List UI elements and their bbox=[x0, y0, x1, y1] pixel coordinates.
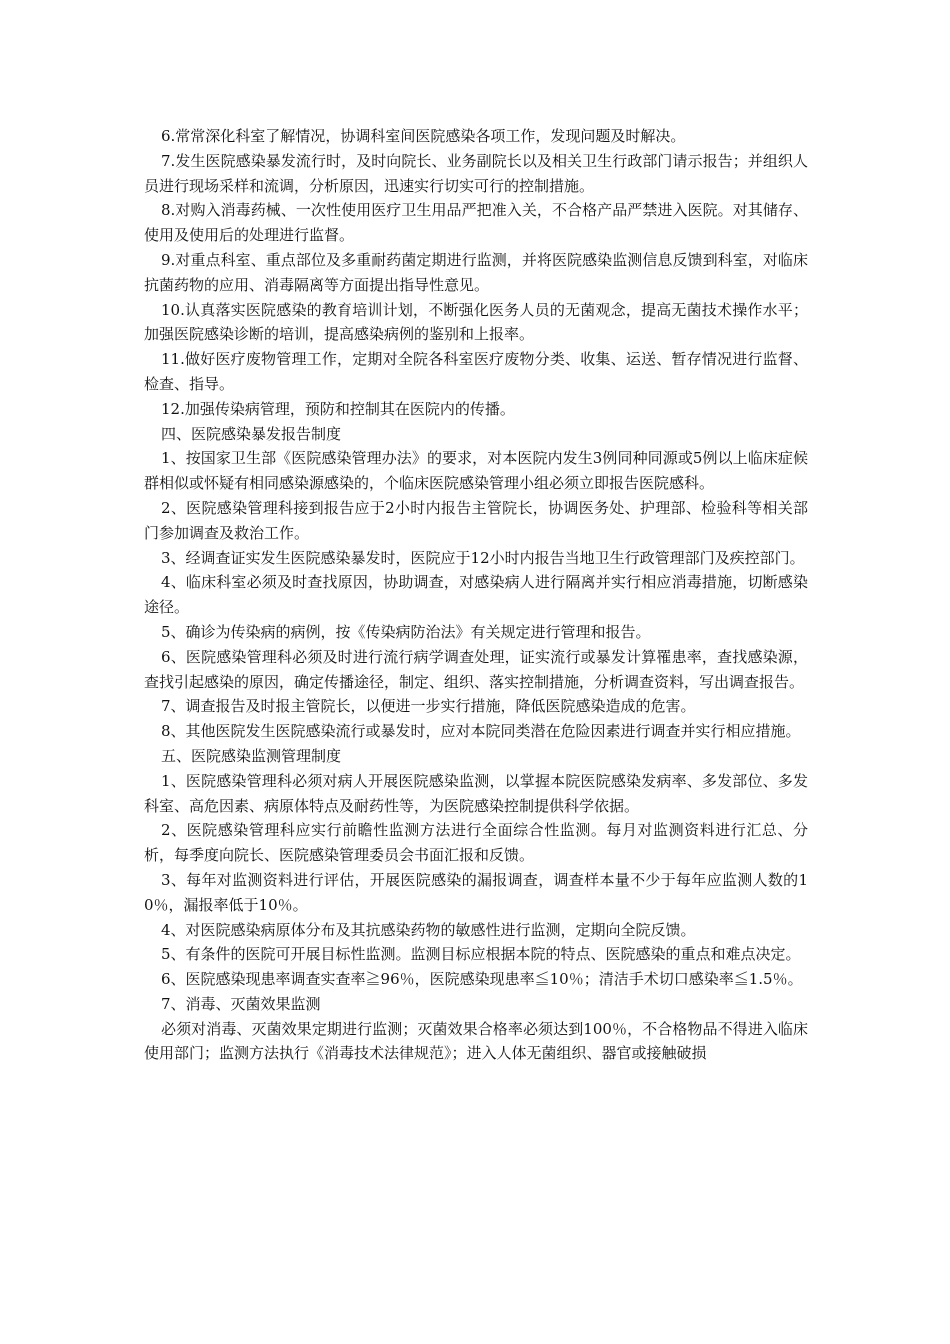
paragraph: 6.常常深化科室了解情况，协调科室间医院感染各项工作，发现问题及时解决。 bbox=[161, 127, 686, 145]
paragraph: 必须对消毒、灭菌效果定期进行监测；灭菌效果合格率必须达到100％，不合格物品不得进入临床使用部门；监测方法执行《消毒技术法律规范》；进入人体无菌组织、器官或接触破损 bbox=[144, 1019, 808, 1063]
paragraph: 3、每年对监测资料进行评估，开展医院感染的漏报调查，调查样本量不少于每年应监测人数的10％，漏报率低于10％。 bbox=[144, 870, 808, 914]
section-heading: 五、医院感染监测管理制度 bbox=[161, 746, 342, 765]
paragraph: 1、按国家卫生部《医院感染管理办法》的要求，对本医院内发生3例同种同源或5例以上临床症候群相似或怀疑有相同感染源感染的，个临床医院感染管理小组必须立即报告医院感科。 bbox=[144, 449, 808, 493]
paragraph: 5、确诊为传染病的病例，按《传染病防治法》有关规定进行管理和报告。 bbox=[161, 622, 651, 641]
paragraph: 11.做好医疗废物管理工作，定期对全院各科室医疗废物分类、收集、运送、暂存情况进行监督、检查、指导。 bbox=[144, 350, 808, 393]
paragraph: 4、对医院感染病原体分布及其抗感染药物的敏感性进行监测，定期向全院反馈。 bbox=[161, 920, 696, 939]
paragraph: 7、调查报告及时报主管院长，以便进一步实行措施，降低医院感染造成的危害。 bbox=[161, 697, 696, 716]
paragraph: 2、医院感染管理科接到报告应于2小时内报告主管院长，协调医务处、护理部、检验科等相关部门参加调查及救治工作。 bbox=[144, 498, 808, 542]
paragraph: 2、医院感染管理科应实行前瞻性监测方法进行全面综合性监测。每月对监测资料进行汇总、分析，每季度向院长、医院感染管理委员会书面汇报和反馈。 bbox=[144, 821, 808, 865]
subsection-heading: 7、消毒、灭菌效果监测 bbox=[161, 994, 321, 1013]
paragraph: 6、医院感染管理科必须及时进行流行病学调查处理，证实流行或暴发计算罹患率，查找感染源，查找引起感染的原因，确定传播途径，制定、组织、落实控制措施，分析调查资料，写出调查报告。 bbox=[144, 647, 808, 691]
paragraph: 7.发生医院感染暴发流行时，及时向院长、业务副院长以及相关卫生行政部门请示报告；并组织人员进行现场采样和流调，分析原因，迅速实行切实可行的控制措施。 bbox=[144, 151, 808, 195]
paragraph: 4、临床科室必须及时查找原因，协助调查，对感染病人进行隔离并实行相应消毒措施，切断感染途径。 bbox=[144, 573, 808, 617]
paragraph: 12.加强传染病管理，预防和控制其在医院内的传播。 bbox=[161, 399, 515, 418]
paragraph: 9.对重点科室、重点部位及多重耐药菌定期进行监测，并将医院感染监测信息反馈到科室，对临床抗菌药物的应用、消毒隔离等方面提出指导性意见。 bbox=[144, 250, 808, 294]
paragraph: 1、医院感染管理科必须对病人开展医院感染监测，以掌握本院医院感染发病率、多发部位、多发科室、高危因素、病原体特点及耐药性等，为医院感染控制提供科学依据。 bbox=[144, 771, 808, 815]
paragraph: 10.认真落实医院感染的教育培训计划，不断强化医务人员的无菌观念，提高无菌技术操作水平；加强医院感染诊断的培训，提高感染病例的鉴别和上报率。 bbox=[144, 300, 808, 344]
document-body bbox=[144, 124, 808, 1066]
paragraph: 6、医院感染现患率调查实查率≧96％，医院感染现患率≦10％；清洁手术切口感染率≦1.5％。 bbox=[161, 970, 803, 989]
paragraph: 5、有条件的医院可开展目标性监测。监测目标应根据本院的特点、医院感染的重点和难点决定。 bbox=[161, 945, 801, 964]
paragraph: 8、其他医院发生医院感染流行或暴发时，应对本院同类潜在危险因素进行调查并实行相应措施。 bbox=[161, 722, 801, 741]
paragraph: 3、经调查证实发生医院感染暴发时，医院应于12小时内报告当地卫生行政管理部门及疾控部门。 bbox=[161, 548, 805, 567]
section-heading: 四、医院感染暴发报告制度 bbox=[161, 424, 342, 443]
paragraph: 8.对购入消毒药械、一次性使用医疗卫生用品严把准入关，不合格产品严禁进入医院。对其储存、使用及使用后的处理进行监督。 bbox=[144, 201, 808, 245]
